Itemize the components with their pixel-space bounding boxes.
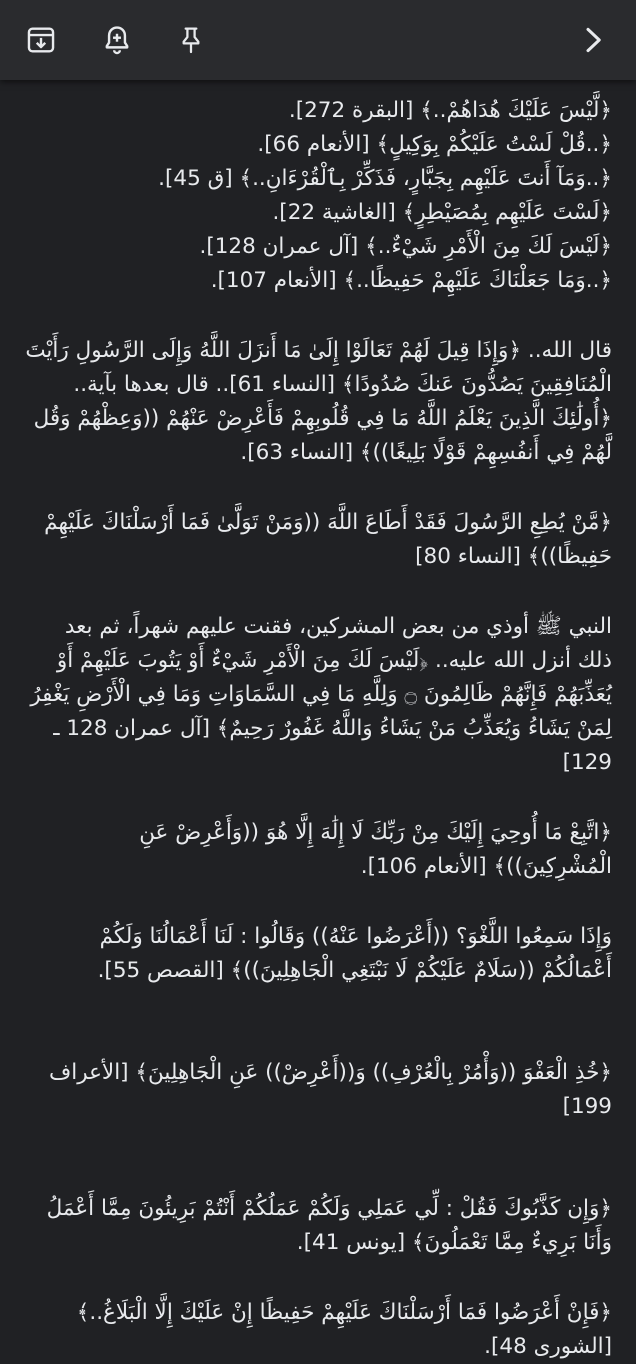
note-body[interactable] xyxy=(0,80,636,1364)
verse-list xyxy=(24,94,612,298)
verse-line: ﴿..وَمَآ أَنتَ عَلَيْهِم بِجَبَّارٍ، فَذَكِّرْ بِٱلْقُرْءَانِ..﴾ [ق 45]. xyxy=(158,166,612,191)
verse-line: ﴿..قُلْ لَسْتُ عَلَيْكُمْ بِوَكِيلٍ﴾ [الأنعام 66]. xyxy=(257,132,612,157)
archive-button[interactable] xyxy=(21,20,61,60)
chevron-right-icon xyxy=(578,23,608,57)
paragraph-al-imran-128: النبي ﷺ أوذي من بعض المشركين، فقنت عليهم شهراً، ثم بعد ذلك أنزل الله عليه.. ﴿لَيْسَ لَكَ مِنَ الْأَمْرِ شَيْءٌ أَوْ يَتُوبَ عَلَيْهِمْ أَوْ يُعَذِّبَهُمْ فَإِنَّهُمْ ظَالِمُونَ ۝ وَلِلَّهِ مَا فِي السَّمَاوَاتِ وَمَا فِي الْأَرْضِ يَغْفِرُ لِمَنْ يَشَاءُ وَيُعَذِّبُ مَنْ يَشَاءُ وَاللَّهُ غَفُورٌ رَحِيمٌ﴾ [آل عمران 128 ـ 129] xyxy=(30,614,612,775)
verse-line: ﴿لَيْسَ لَكَ مِنَ الْأَمْرِ شَيْءٌ..﴾ [آل عمران 128]. xyxy=(199,234,612,259)
note-toolbar xyxy=(0,0,636,80)
archive-icon xyxy=(24,23,58,57)
verse-line: ﴿لَّيْسَ عَلَيْكَ هُدَاهُمْ..﴾ [البقرة 272]. xyxy=(288,98,612,123)
note-content-area[interactable] xyxy=(0,80,636,1359)
paragraph-yunus-41: ﴿وَإِن كَذَّبُوكَ فَقُلْ : لِّي عَمَلِي وَلَكُمْ عَمَلُكُمْ أَنْتُمْ بَرِيئُونَ مِمَّا أَعْمَلُ وَأَنَا بَرِيءٌ مِمَّا تَعْمَلُونَ﴾ [يونس 41]. xyxy=(46,1196,612,1255)
paragraph-shura-48: ﴿فَإِنْ أَعْرَضُوا فَمَا أَرْسَلْنَاكَ عَلَيْهِمْ حَفِيظًا إِنْ عَلَيْكَ إِلَّا الْبَلَاغُ..﴾ [الشورى 48]. xyxy=(76,1300,612,1359)
paragraph-araf-199: ﴿خُذِ الْعَفْوَ ((وَأْمُرْ بِالْعُرْفِ)) وَ((أَعْرِضْ)) عَنِ الْجَاهِلِينَ﴾ [الأعراف 199] xyxy=(48,1060,612,1119)
paragraph-anam-106: ﴿اتَّبِعْ مَا أُوحِيَ إِلَيْكَ مِنْ رَبِّكَ لَا إِلَٰهَ إِلَّا هُوَ ((وَأَعْرِضْ عَنِ الْمُشْرِكِينَ))﴾ [الأنعام 106]. xyxy=(139,820,612,879)
pin-icon xyxy=(175,24,207,56)
paragraph-nisa-80: ﴿مَّنْ يُطِعِ الرَّسُولَ فَقَدْ أَطَاعَ اللَّهَ ((وَمَنْ تَوَلَّىٰ فَمَا أَرْسَلْنَاكَ عَلَيْهِمْ حَفِيظًا))﴾ [النساء 80] xyxy=(44,510,612,569)
pin-button[interactable] xyxy=(171,20,211,60)
paragraph-qasas-55: وَإِذَا سَمِعُوا اللَّغْوَ؟ ((أَعْرَضُوا عَنْهُ)) وَقَالُوا : لَنَا أَعْمَالُنَا وَلَكُمْ أَعْمَالُكُمْ ((سَلَامٌ عَلَيْكُمْ لَا نَبْتَغِي الْجَاهِلِينَ))﴾ [القصص 55]. xyxy=(97,924,612,983)
verse-line: ﴿..وَمَا جَعَلْنَاكَ عَلَيْهِمْ حَفِيظًا..﴾ [الأنعام 107]. xyxy=(210,268,612,293)
paragraph-nisa-61-63: قال الله.. ﴿وَإِذَا قِيلَ لَهُمْ تَعَالَوْا إِلَىٰ مَا أَنزَلَ اللَّهُ وَإِلَى الرَّسُولِ رَأَيْتَ الْمُنَافِقِينَ يَصُدُّونَ عَنكَ صُدُودًا﴾ [النساء 61].. قال بعدها بآية.. ﴿أُولَٰئِكَ الَّذِينَ يَعْلَمُ اللَّهُ مَا فِي قُلُوبِهِمْ فَأَعْرِضْ عَنْهُمْ ((وَعِظْهُمْ وَقُل لَّهُمْ فِي أَنفُسِهِمْ قَوْلًا بَلِيغًا))﴾ [النساء 63]. xyxy=(25,338,612,465)
verse-line: ﴿لَسْتَ عَلَيْهِم بِمُصَيْطِرٍ﴾ [الغاشية 22]. xyxy=(272,200,612,225)
forward-button[interactable] xyxy=(573,20,613,60)
remind-me-button[interactable] xyxy=(97,20,137,60)
add-reminder-bell-icon xyxy=(100,23,134,57)
